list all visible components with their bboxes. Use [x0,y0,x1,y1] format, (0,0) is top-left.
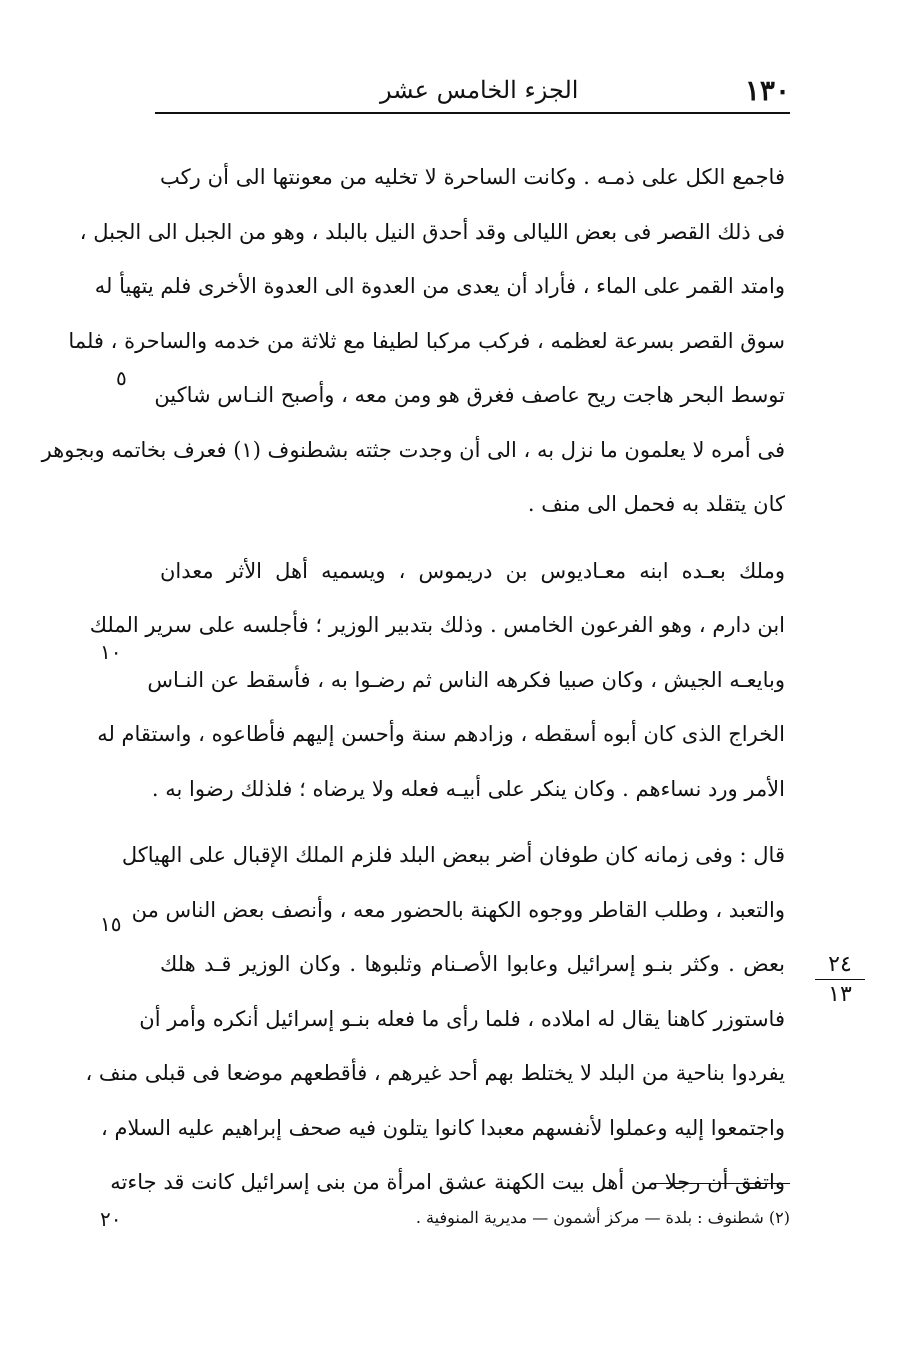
text-line: توسط البحر هاجت ريح عاصف فغرق هو ومن معه ، وأصبح النـاس شاكين [154,383,785,407]
paragraph-gap [160,532,785,544]
page-header [150,72,790,108]
text-line: قال : وفى زمانه كان طوفان أضر ببعض البلد فلزم الملك الإقبال على الهياكل [121,843,785,867]
margin-reference [815,952,865,1007]
text-line: واتفق أن رجلا من أهل بيت الكهنة عشق امرأة من بنى إسرائيل كانت قد جاءته [110,1170,785,1194]
line-number: ٥ [116,366,127,390]
text-line: فى أمره لا يعلمون ما نزل به ، الى أن وجدت جثته بشطنوف (١) فعرف بخاتمه وبجوهر [41,437,785,462]
text-line: وبايعـه الجيش ، وكان صبيا فكرهه الناس ثم رضـوا به ، فأسقط عن النـاس [147,667,785,692]
text-line: بعض . وكثر بنـو إسرائيل وعابوا الأصـنام وثلبوها . وكان الوزير قـد هلك [160,952,785,976]
text-line: سوق القصر بسرعة لعظمه ، فركب مركبا لطيفا مع ثلاثة من خدمه والساحرة ، فلما [68,328,785,353]
text-line: واجتمعوا إليه وعملوا لأنفسهم معبدا كانوا يتلون فيه صحف إبراهيم عليه السلام ، [101,1115,785,1140]
text-line: وملك بعـده ابنه معـاديوس بن دريموس ، ويسميه أهل الأثر معدان [160,558,785,583]
running-title: الجزء الخامس عشر [380,76,579,104]
text-line: فاجمع الكل على ذمـه . وكانت الساحرة لا تخليه من معونتها الى أن ركب [160,165,785,189]
text-line: فى ذلك القصر فى بعض الليالى وقد أحدق النيل بالبلد ، وهو من الجبل الى الجبل ، [79,219,785,244]
text-line: ابن دارم ، وهو الفرعون الخامس . وذلك بتدبير الوزير ؛ فأجلسه على سرير الملك [89,613,785,637]
line-number: ١٠ [100,640,122,664]
footnote-rule [655,1183,790,1184]
margin-reference-bottom: ١٣ [828,982,852,1007]
line-number: ٢٠ [100,1207,122,1231]
text-line: وامتد القمر على الماء ، فأراد أن يعدى من العدوة الى العدوة الأخرى فلم يتهيأ له [94,274,785,298]
margin-reference-top: ٢٤ [815,952,865,980]
text-line: الأمر ورد نساءهم . وكان ينكر على أبيـه فعله ولا يرضاه ؛ فلذلك رضوا به . [151,776,785,801]
page-number: ١٣٠ [744,74,790,107]
text-line: يفردوا بناحية من البلد لا يختلط بهم أحد غيرهم ، فأقطعهم موضعا فى قبلى منف ، [85,1061,785,1085]
text-line: والتعبد ، وطلب القاطر ووجوه الكهنة بالحضور معه ، وأنصف بعض الناس من [131,897,785,922]
text-line: فاستوزر كاهنا يقال له املاده ، فلما رأى ما فعله بنـو إسرائيل أنكره وأمر أن [139,1006,785,1031]
text-line: كان يتقلد به فحمل الى منف . [527,492,785,516]
line-number: ١٥ [100,912,122,936]
header-rule [155,112,790,114]
paragraph-gap [160,816,785,828]
text-line: الخراج الذى كان أبوه أسقطه ، وزادهم سنة وأحسن إليهم فأطاعوه ، واستقام له [97,722,785,746]
footnote: (٢) شطنوف : بلدة — مركز أشمون — مديرية المنوفية . [415,1208,790,1227]
